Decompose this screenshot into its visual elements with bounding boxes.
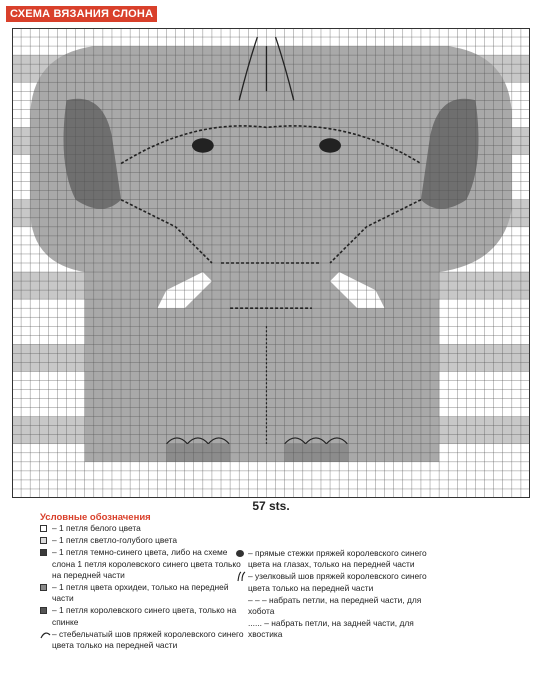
color-swatch-icon [40, 607, 47, 614]
legend-right-item [236, 548, 436, 570]
legend-text: – 1 петля белого цвета [52, 523, 141, 533]
stem-stitch-icon [40, 629, 51, 640]
legend-left-item [40, 582, 248, 604]
color-swatch-icon [40, 584, 47, 591]
legend-right-item [236, 595, 436, 617]
color-swatch-icon [40, 549, 47, 556]
legend-right-column [236, 548, 436, 642]
legend-left-item [40, 523, 248, 534]
legend-left-item [40, 629, 248, 651]
color-swatch-icon [40, 525, 47, 532]
legend-right-item [236, 618, 436, 640]
legend-text: – – – набрать петли, на передней части, для хобота [248, 594, 422, 617]
stitch-count-label: 57 sts. [252, 499, 290, 513]
legend-title: Условные обозначения [40, 512, 151, 523]
color-swatch-icon [40, 537, 47, 544]
legend-text: – 1 петля темно-синего цвета, либо на схеме слона 1 петля королевского синего цвета только на передней части [52, 547, 241, 580]
legend-text: – 1 петля королевского синего цвета, только на спинке [52, 605, 237, 627]
legend-left-item [40, 535, 248, 546]
elephant-chart-grid [12, 28, 530, 498]
legend-text: – 1 петля светло-голубого цвета [52, 535, 178, 546]
knitting-chart [12, 28, 530, 498]
legend-left-item [40, 547, 248, 581]
knot-stitch-icon [236, 571, 247, 582]
legend-text: – 1 петля цвета орхидеи, только на передней части [52, 582, 229, 604]
right-eye [319, 138, 341, 152]
legend-left-item [40, 605, 248, 627]
legend-text: – прямые стежки пряжей королевского синего цвета на глазах, только на передней части [248, 548, 427, 570]
legend-left-column [40, 523, 248, 652]
left-eye [192, 138, 214, 152]
legend-text: – стебельчатый шов пряжей королевского синего цвета только на передней части [52, 628, 244, 651]
legend-text: ...... – набрать петли, на задней части, для хвостика [248, 618, 414, 640]
legend-text: – узелковый шов пряжей королевского синего цвета только на передней части [248, 571, 427, 593]
page-title: СХЕМА ВЯЗАНИЯ СЛОНА [6, 6, 157, 22]
legend-right-item [236, 571, 436, 593]
stitch-dot-icon [236, 550, 244, 557]
